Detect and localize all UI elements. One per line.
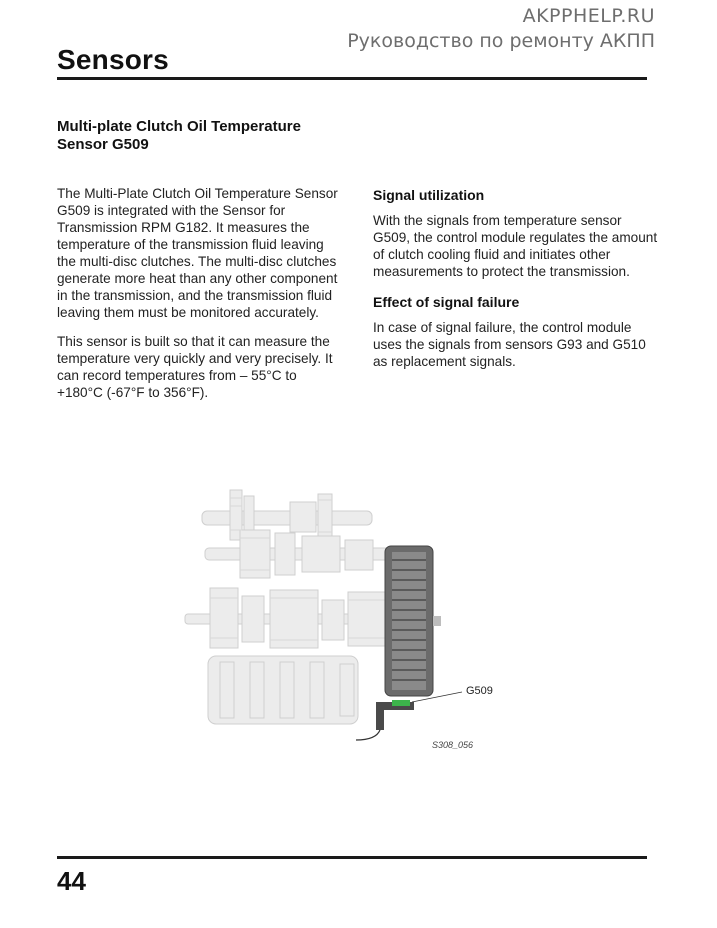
watermark-site: AKPPHELP.RU bbox=[522, 5, 655, 27]
signal-failure-title: Effect of signal failure bbox=[373, 294, 520, 310]
transmission-drawing bbox=[180, 478, 500, 768]
watermark-subtitle: Руководство по ремонту АКПП bbox=[347, 30, 655, 52]
callout-label: G509 bbox=[466, 685, 493, 697]
header-rule bbox=[57, 77, 647, 80]
section-title: Sensors bbox=[57, 44, 169, 75]
left-column bbox=[57, 185, 340, 413]
watermark bbox=[347, 4, 655, 54]
intro-paragraph: The Multi-Plate Clutch Oil Temperature Sensor G509 is integrated with the Sensor for Transmission RPM G182. It measures the temperature of the transmission fluid leaving the multi-disc clutches. The multi-disc clutches generate more heat than any other component in the transmission, and the transmission fluid leaving them must be monitored accurately. bbox=[57, 186, 338, 320]
page-number: 44 bbox=[57, 866, 86, 896]
transmission-illustration bbox=[180, 478, 500, 768]
clutch-housing bbox=[385, 546, 441, 696]
footer-rule bbox=[57, 856, 647, 859]
signal-utilization-text: With the signals from temperature sensor G509, the control module regulates the amount of clutch cooling fluid and initiates other measurements to protect the transmission. bbox=[373, 213, 658, 279]
sensor-g509 bbox=[356, 700, 414, 740]
article-heading-line1: Multi-plate Clutch Oil Temperature bbox=[57, 118, 301, 135]
range-paragraph: This sensor is built so that it can measure the temperature very quickly and very precisely. It can record temperatures from – 55°C to +180°C (-67°F to 356°F). bbox=[57, 334, 333, 400]
article-heading-line2: Sensor G509 bbox=[57, 136, 149, 153]
signal-failure-text: In case of signal failure, the control module uses the signals from sensors G93 and G510 as replacement signals. bbox=[373, 320, 646, 369]
signal-utilization-title: Signal utilization bbox=[373, 187, 485, 203]
right-column bbox=[373, 187, 658, 382]
gear-shafts bbox=[185, 490, 390, 724]
article-heading bbox=[57, 118, 357, 154]
figure-id: S308_056 bbox=[432, 740, 474, 750]
